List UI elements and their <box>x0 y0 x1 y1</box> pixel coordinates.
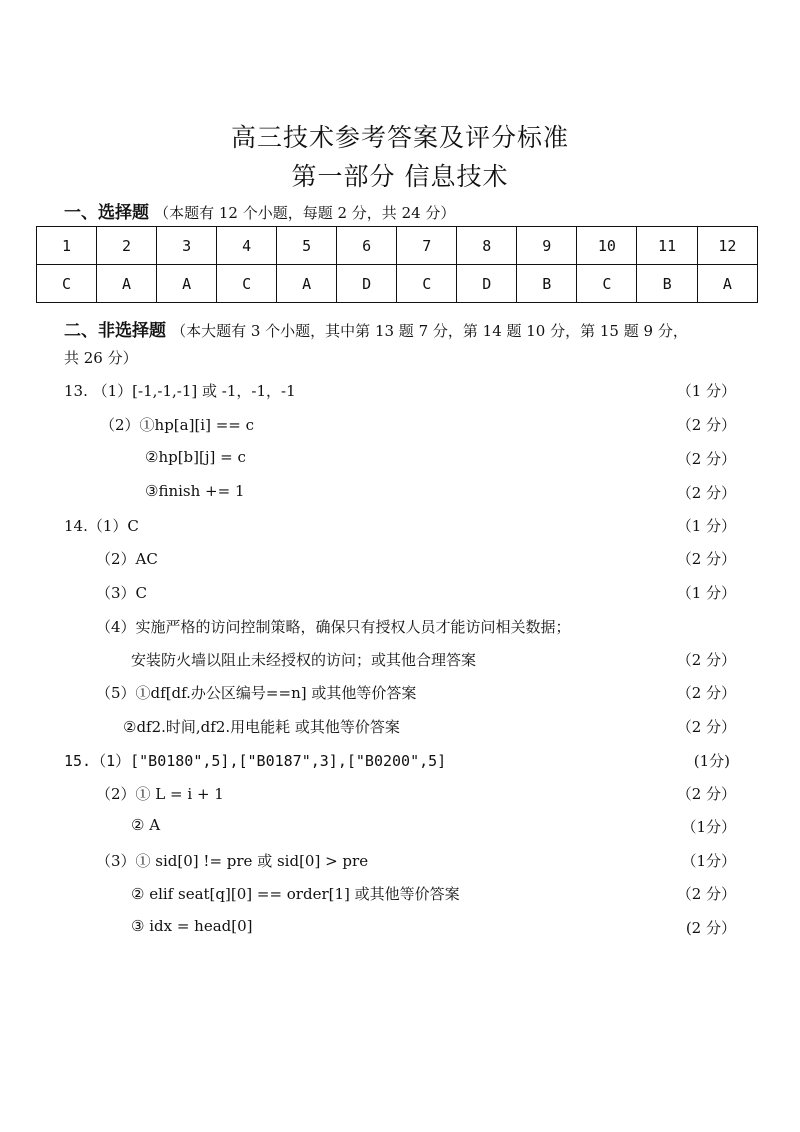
answer-cell: A <box>157 265 217 303</box>
q15-line-1 <box>0 750 800 776</box>
q14-line-3 <box>0 582 800 608</box>
q15-part1-answer: 15.（1）["B0180",5],["B0187",3],["B0200",5] <box>64 752 447 770</box>
answer-table <box>36 226 758 303</box>
answer-cell: C <box>37 265 97 303</box>
q13-part1-answer: 13. （1）[-1,-1,-1] 或 -1，-1，-1 <box>64 382 296 400</box>
q14-line-2 <box>0 548 800 574</box>
q14-part1-score: （1 分） <box>676 517 736 535</box>
q15-part2-answer-2: ② A <box>131 816 161 834</box>
section2-note: （本大题有 3 个小题，其中第 13 题 7 分，第 14 题 10 分，第 15 题 9 分， <box>171 322 688 340</box>
q14-line-5 <box>0 649 800 675</box>
q13-line-2 <box>0 414 800 440</box>
q14-part5-answer-1: （5）①df[df.办公区编号==n] 或其他等价答案 <box>96 684 417 702</box>
q13-part2-score-1: （2 分） <box>676 416 736 434</box>
question-number: 12 <box>697 227 757 265</box>
answer-cell: C <box>577 265 637 303</box>
q13-part2-score-3: （2 分） <box>676 484 736 502</box>
section1-heading: 一、选择题 <box>64 203 149 223</box>
q15-line-4 <box>0 850 800 876</box>
q14-line-7 <box>0 716 800 742</box>
section2-heading: 二、非选择题 <box>64 321 166 341</box>
q15-part1-score: (1分) <box>693 752 730 770</box>
question-number: 5 <box>277 227 337 265</box>
q15-line-5 <box>0 883 800 909</box>
question-number: 3 <box>157 227 217 265</box>
q14-line-4 <box>0 616 800 642</box>
question-number: 1 <box>37 227 97 265</box>
q15-line-6 <box>0 917 800 943</box>
q14-part2-answer: （2）AC <box>96 550 158 568</box>
q15-part3-score-2: （2 分） <box>676 885 736 903</box>
answer-row <box>37 265 758 303</box>
q13-line-1 <box>0 380 800 406</box>
section2-note-continued: 共 26 分） <box>64 349 138 367</box>
q14-part5-score-1: （2 分） <box>676 684 736 702</box>
q13-part2-score-2: （2 分） <box>676 450 736 468</box>
section1-note: （本题有 12 个小题，每题 2 分，共 24 分） <box>154 204 456 222</box>
q15-line-3 <box>0 816 800 842</box>
answer-cell: D <box>457 265 517 303</box>
q14-part5-answer-2: ②df2.时间,df2.用电能耗 或其他等价答案 <box>123 718 400 736</box>
question-number-row <box>37 227 758 265</box>
q14-part3-answer: （3）C <box>96 584 148 602</box>
question-number: 7 <box>397 227 457 265</box>
q15-line-2 <box>0 783 800 809</box>
q15-part2-answer-1: （2）① L = i + 1 <box>96 785 224 803</box>
q14-part4-score: （2 分） <box>676 651 736 669</box>
answer-cell: D <box>337 265 397 303</box>
q15-part2-score-1: （2 分） <box>676 785 736 803</box>
q14-line-6 <box>0 682 800 708</box>
q14-part5-score-2: （2 分） <box>676 718 736 736</box>
answer-cell: B <box>637 265 697 303</box>
q14-part4-answer-1: （4）实施严格的访问控制策略，确保只有授权人员才能访问相关数据； <box>96 618 571 636</box>
q13-line-4 <box>0 482 800 508</box>
question-number: 10 <box>577 227 637 265</box>
answer-cell: A <box>97 265 157 303</box>
section2-header <box>64 316 688 341</box>
q15-part3-score-1: （1分） <box>681 852 736 870</box>
question-number: 9 <box>517 227 577 265</box>
q14-part2-score: （2 分） <box>676 550 736 568</box>
answer-cell: C <box>397 265 457 303</box>
q15-part3-answer-2: ② elif seat[q][0] == order[1] 或其他等价答案 <box>131 885 460 903</box>
q14-part4-answer-2: 安装防火墙以阻止未经授权的访问；或其他合理答案 <box>131 651 477 669</box>
question-number: 2 <box>97 227 157 265</box>
q13-part2-answer-1: （2）①hp[a][i] == c <box>100 416 255 434</box>
answer-cell: A <box>277 265 337 303</box>
question-number: 8 <box>457 227 517 265</box>
question-number: 6 <box>337 227 397 265</box>
q13-part1-score: （1 分） <box>676 382 736 400</box>
q13-line-3 <box>0 448 800 474</box>
section1-header <box>64 198 455 223</box>
q15-part3-answer-3: ③ idx = head[0] <box>131 917 253 935</box>
page-title: 高三技术参考答案及评分标准 <box>230 123 569 152</box>
q15-part2-score-2: （1分） <box>681 818 736 836</box>
q14-part3-score: （1 分） <box>676 584 736 602</box>
question-number: 4 <box>217 227 277 265</box>
q13-part2-answer-2: ②hp[b][j] = c <box>145 448 246 466</box>
q15-part3-score-3: (2 分） <box>685 919 736 937</box>
answer-cell: C <box>217 265 277 303</box>
q14-part1-answer: 14.（1）C <box>64 517 139 535</box>
page-subtitle: 第一部分 信息技术 <box>291 162 509 191</box>
answer-cell: A <box>697 265 757 303</box>
q15-part3-answer-1: （3）① sid[0] != pre 或 sid[0] > pre <box>96 852 369 870</box>
question-number: 11 <box>637 227 697 265</box>
q14-line-1 <box>0 515 800 541</box>
answer-cell: B <box>517 265 577 303</box>
q13-part2-answer-3: ③finish += 1 <box>145 482 245 500</box>
